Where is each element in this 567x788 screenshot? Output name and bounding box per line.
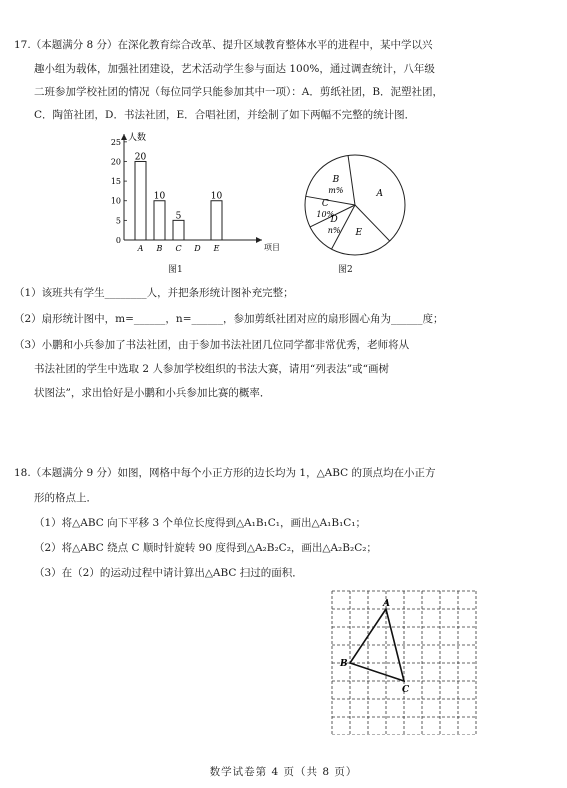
q17-stem-line-1: 17.（本题满分 8 分）在深化教育综合改革、提升区域教育整体水平的进程中，某中学以兴 bbox=[14, 39, 433, 51]
bar-data-label: 20 bbox=[134, 152, 147, 163]
bar bbox=[173, 220, 184, 240]
q17-question-2: （2）扇形统计图中，m=______，n=______，参加剪纸社团对应的扇形圆心角为______度； bbox=[14, 313, 444, 325]
q17-stem-line-2: 趣小组为载体，加强社团建设，艺术活动学生参与面达 100%，通过调查统计，八年级 bbox=[34, 63, 435, 75]
y-tick-label: 20 bbox=[110, 157, 121, 167]
vertex-label-c: C bbox=[402, 685, 410, 695]
bar bbox=[154, 201, 165, 240]
vertex-label-b: B bbox=[340, 659, 348, 669]
y-tick-label: 15 bbox=[110, 177, 121, 187]
y-tick-label: 5 bbox=[115, 216, 121, 226]
bar bbox=[135, 161, 146, 240]
q17-question-1: （1）该班共有学生________人，并把条形统计图补充完整； bbox=[14, 287, 294, 299]
pie-slice-percent: 10% bbox=[316, 210, 335, 220]
q18-question-1: （1）将△ABC 向下平移 3 个单位长度得到△A₁B₁C₁，画出△A₁B₁C₁； bbox=[34, 517, 367, 529]
bar-data-label: 5 bbox=[175, 211, 182, 222]
q17-question-3-line-3: 状图法”，求出恰好是小鹏和小兵参加比赛的概率． bbox=[34, 387, 271, 399]
pie-slice-percent: m% bbox=[328, 186, 344, 196]
grid-triangle-figure bbox=[328, 587, 488, 735]
q17-question-3-line-2: 书法社团的学生中选取 2 人参加学校组织的书法大赛，请用“列表法”或“画树 bbox=[34, 363, 389, 375]
y-axis-label: 人数 bbox=[128, 133, 147, 143]
pie-slice-percent: n% bbox=[327, 226, 341, 236]
x-tick-label: E bbox=[213, 244, 220, 253]
vertex-label-a: A bbox=[383, 599, 390, 609]
x-tick-label: A bbox=[137, 244, 144, 253]
q17-question-3-line-1: （3）小鹏和小兵参加了书法社团，由于参加书法社团几位同学都非常优秀，老师将从 bbox=[14, 339, 410, 351]
pie-slice-label: E bbox=[355, 228, 363, 239]
y-axis-arrow bbox=[121, 134, 127, 140]
q18-question-3: （3）在（2）的运动过程中请计算出△ABC 扫过的面积． bbox=[34, 567, 303, 579]
bar-data-label: 10 bbox=[210, 191, 223, 202]
y-tick-label: 0 bbox=[115, 236, 121, 245]
x-axis-label: 项目 bbox=[264, 243, 280, 252]
page-footer: 数学试卷第 4 页（共 8 页） bbox=[209, 766, 358, 778]
pie-slice-label: B bbox=[332, 175, 340, 186]
y-tick-label: 10 bbox=[110, 196, 121, 206]
bar bbox=[211, 201, 222, 240]
pie-slice-label: C bbox=[321, 199, 329, 210]
pie-slice-label: D bbox=[330, 215, 338, 226]
pie-slice-label: A bbox=[376, 188, 383, 199]
x-tick-label: C bbox=[175, 244, 182, 253]
figure-2-caption: 图2 bbox=[338, 265, 353, 275]
figure-1-caption: 图1 bbox=[168, 265, 183, 275]
q17-stem-line-3: 二班参加学校社团的情况（每位同学只能参加其中一项）：A．剪纸社团，B．泥塑社团， bbox=[34, 86, 444, 98]
x-axis-arrow bbox=[256, 237, 262, 243]
bar-chart-figure-1 bbox=[100, 126, 290, 260]
x-tick-label: B bbox=[156, 244, 163, 253]
x-tick-label: D bbox=[194, 244, 201, 253]
bar-data-label: 10 bbox=[153, 191, 166, 202]
q18-question-2: （2）将△ABC 绕点 C 顺时针旋转 90 度得到△A₂B₂C₂，画出△A₂B₂C₂； bbox=[34, 542, 377, 554]
q17-stem-line-4: C．陶笛社团，D．书法社团，E．合唱社团，并绘制了如下两幅不完整的统计图． bbox=[34, 109, 416, 121]
q18-stem-line-2: 形的格点上． bbox=[34, 492, 97, 504]
pie-chart-figure-2 bbox=[300, 150, 410, 260]
y-tick-label: 25 bbox=[110, 137, 121, 147]
q18-stem-line-1: 18.（本题满分 9 分）如图，网格中每个小正方形的边长均为 1，△ABC 的顶点均在小正方 bbox=[14, 467, 436, 479]
